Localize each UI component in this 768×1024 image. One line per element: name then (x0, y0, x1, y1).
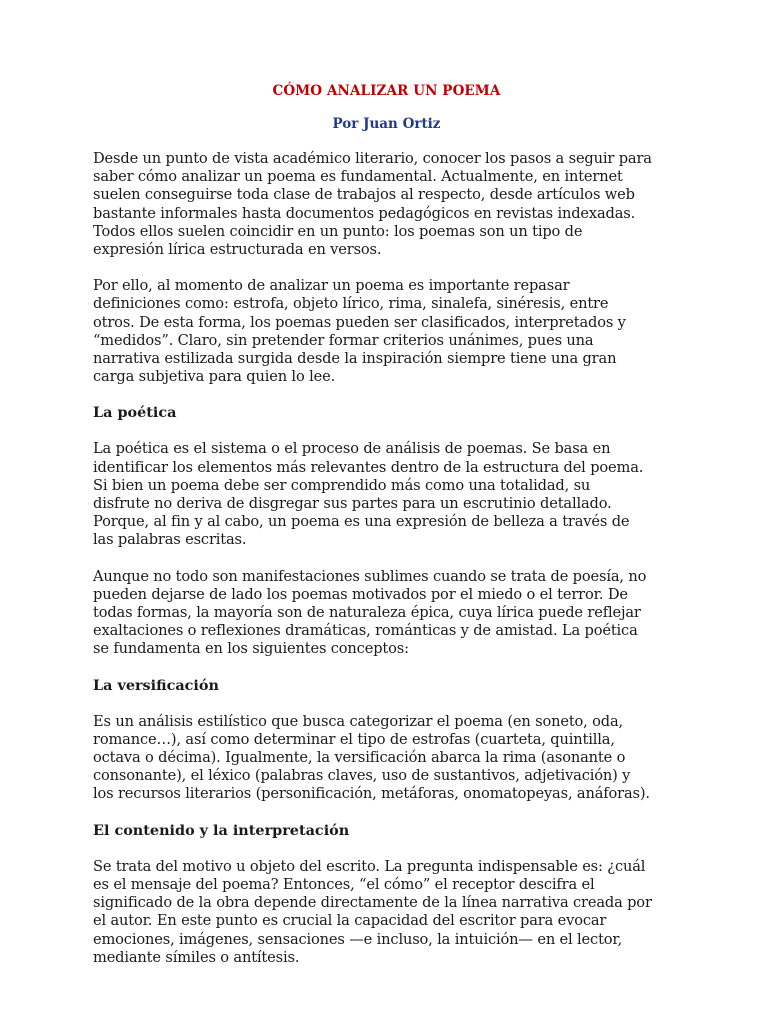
paragraph-line: expresión lírica estructurada en versos. (93, 241, 382, 259)
paragraph-line: Porque, al fin y al cabo, un poema es una expresión de belleza a través de (93, 513, 630, 531)
paragraph-line: significado de la obra depende directamente de la línea narrativa creada por (93, 894, 652, 912)
paragraph-line: Aunque no todo son manifestaciones sublimes cuando se trata de poesía, no (93, 567, 647, 585)
paragraph-line: Todos ellos suelen coincidir en un punto: los poemas son un tipo de (93, 222, 583, 240)
paragraph-line: otros. De esta forma, los poemas pueden ser clasificados, interpretados y (93, 313, 626, 331)
paragraph-line: bastante informales hasta documentos pedagógicos en revistas indexadas. (93, 204, 636, 222)
paragraph-line: suelen conseguirse toda clase de trabajos al respecto, desde artículos web (93, 186, 635, 204)
paragraph (93, 568, 680, 659)
paragraph-line: La poética es el sistema o el proceso de análisis de poemas. Se basa en (93, 440, 611, 458)
section-heading: La versificación (93, 676, 219, 694)
paragraph-line: consonante), el léxico (palabras claves, uso de sustantivos, adjetivación) y (93, 767, 631, 785)
paragraph (93, 858, 680, 967)
paragraph-line: Desde un punto de vista académico literario, conocer los pasos a seguir para (93, 150, 652, 167)
paragraph-line: definiciones como: estrofa, objeto lírico, rima, sinalefa, sinéresis, entre (93, 295, 609, 313)
paragraph (93, 713, 680, 804)
paragraph-line: el autor. En este punto es crucial la capacidad del escritor para evocar (93, 912, 607, 930)
paragraph-line: “medidos”. Claro, sin pretender formar criterios unánimes, pues una (93, 331, 594, 349)
paragraph-line: los recursos literarios (personificación, metáforas, onomatopeyas, anáforas). (93, 785, 650, 803)
paragraph-line: disfrute no deriva de disgregar sus partes para un escrutinio detallado. (93, 495, 612, 513)
paragraph-line: Por ello, al momento de analizar un poema es importante repasar (93, 277, 570, 295)
paragraph-line: Se trata del motivo u objeto del escrito. La pregunta indispensable es: ¿cuál (93, 857, 646, 875)
paragraph-line: pueden dejarse de lado los poemas motivados por el miedo o el terror. De (93, 585, 628, 603)
section-heading: La poética (93, 404, 177, 422)
paragraph-line: octava o décima). Igualmente, la versificación abarca la rima (asonante o (93, 749, 626, 767)
paragraph-line: saber cómo analizar un poema es fundamental. Actualmente, en internet (93, 168, 623, 186)
paragraph-line: mediante símiles o antítesis. (93, 948, 300, 966)
paragraph-line: es el mensaje del poema? Entonces, “el cómo” el receptor descifra el (93, 875, 595, 893)
paragraph-line: narrativa estilizada surgida desde la inspiración siempre tiene una gran (93, 350, 617, 368)
paragraph-line: se fundamenta en los siguientes conceptos: (93, 640, 409, 658)
section-heading: El contenido y la interpretación (93, 821, 350, 839)
paragraph-line: todas formas, la mayoría son de naturaleza épica, cuya lírica puede reflejar (93, 604, 641, 622)
paragraph (93, 277, 680, 386)
paragraph-line: romance…), así como determinar el tipo de estrofas (cuarteta, quintilla, (93, 730, 615, 748)
document-author: Por Juan Ortiz (332, 116, 441, 132)
paragraph-line: carga subjetiva para quien lo lee. (93, 368, 336, 386)
document-body (93, 150, 680, 967)
document-title: CÓMO ANALIZAR UN POEMA (272, 83, 501, 99)
paragraph-line: identificar los elementos más relevantes dentro de la estructura del poema. (93, 458, 644, 476)
paragraph-line: Si bien un poema debe ser comprendido más como una totalidad, su (93, 476, 591, 494)
paragraph (93, 440, 680, 549)
paragraph-line: las palabras escritas. (93, 531, 247, 549)
paragraph (93, 150, 680, 259)
paragraph-line: emociones, imágenes, sensaciones —e incluso, la intuición— en el lector, (93, 930, 623, 948)
paragraph-line: Es un análisis estilístico que busca categorizar el poema (en soneto, oda, (93, 712, 624, 730)
paragraph-line: exaltaciones o reflexiones dramáticas, románticas y de amistad. La poética (93, 622, 638, 640)
